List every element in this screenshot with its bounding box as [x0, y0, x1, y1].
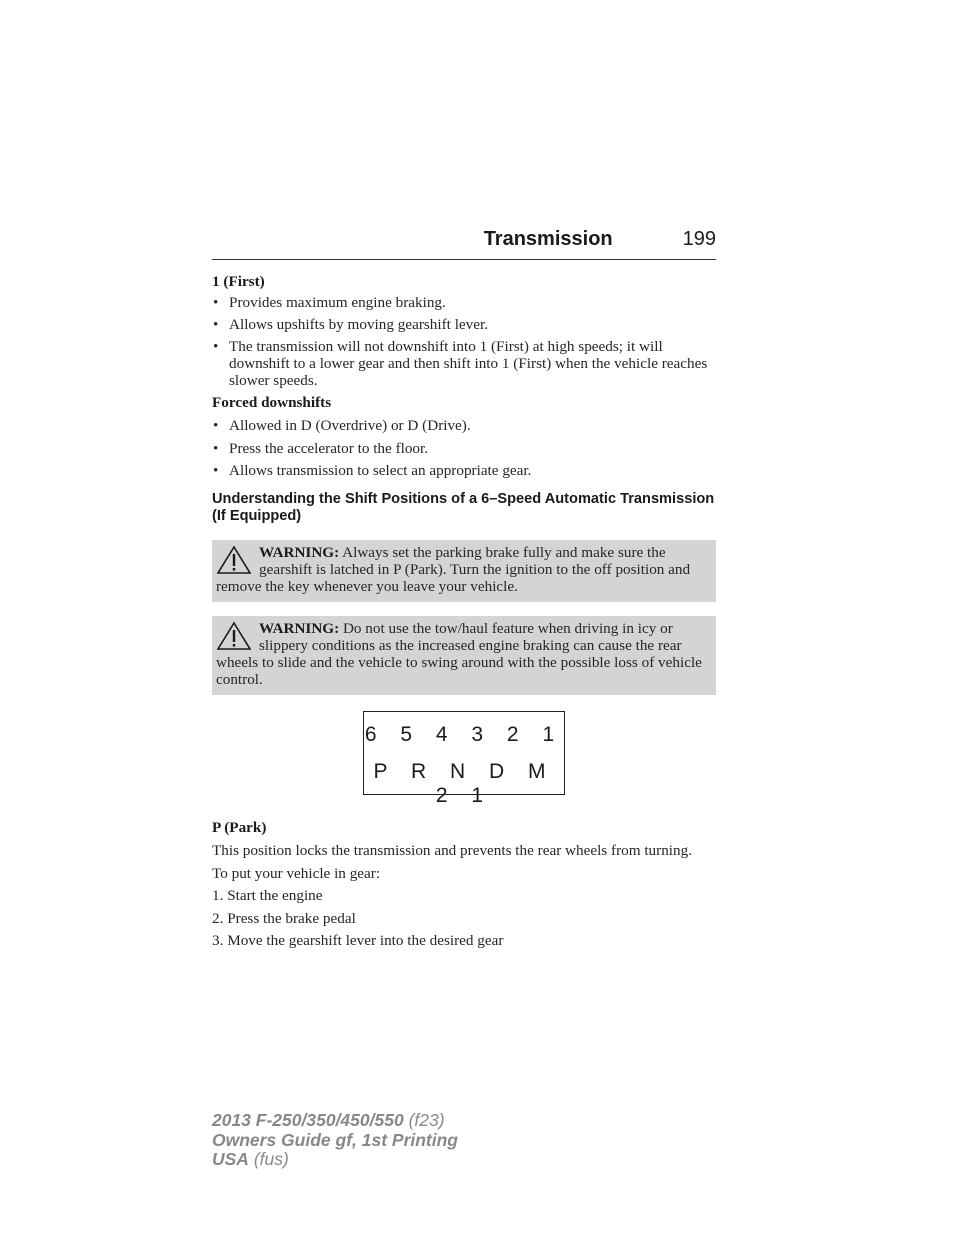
list-item: • Press the accelerator to the floor.: [213, 439, 429, 457]
park-heading: P (Park): [212, 819, 267, 836]
warning-label: WARNING:: [259, 620, 340, 637]
list-item: • Allows upshifts by moving gearshift lever.: [213, 316, 489, 333]
bullet-icon: •: [213, 294, 219, 311]
list-item: • The transmission will not downshift into 1 (First) at high speeds; it will downshift to a lower gear and then shift into 1 (First) when the vehicle reaches slower speeds.: [213, 338, 708, 389]
park-intro: To put your vehicle in gear:: [212, 865, 381, 882]
warning-box: [212, 616, 716, 695]
warning-triangle-icon: [216, 621, 252, 651]
gear-position-diagram: [363, 711, 565, 807]
forced-downshifts-heading: Forced downshifts: [212, 394, 332, 411]
chapter-title: Transmission: [483, 228, 613, 250]
list-item: • Provides maximum engine braking.: [213, 294, 446, 311]
step-item: 2. Press the brake pedal: [212, 909, 356, 927]
page-content: [212, 228, 716, 949]
section-heading: Understanding the Shift Positions of a 6–Speed Automatic Transmission (If Equipped): [212, 491, 715, 524]
list-item: • Allows transmission to select an appropriate gear.: [213, 462, 532, 479]
park-description: This position locks the transmission and prevents the rear wheels from turning.: [212, 842, 693, 859]
page-header: [212, 228, 716, 260]
step-item: 3. Move the gearshift lever into the desired gear: [212, 932, 504, 949]
warning-text: Do not use the tow/haul feature when driving in icy or slippery conditions as the increased engine braking can cause the rear wheels to slide and the vehicle to swing around with the possible loss of vehicle control.: [216, 620, 702, 688]
warning-label: WARNING:: [259, 544, 340, 561]
footer-line-3: USA (fus): [212, 1149, 289, 1169]
page-number: 199: [682, 228, 716, 250]
gear-letters-row: P R N D M 2 1: [373, 760, 555, 807]
bullet-icon: •: [213, 316, 219, 333]
bullet-icon: •: [213, 462, 219, 479]
footer-line-1: 2013 F-250/350/450/550 (f23): [212, 1110, 445, 1130]
step-item: 1. Start the engine: [212, 887, 323, 904]
warning-text: Always set the parking brake fully and make sure the gearshift is latched in P (Park). Turn the ignition to the off position and remove the key whenever you leave your vehicle.: [216, 544, 691, 595]
forced-downshifts-list: [212, 417, 716, 479]
bullet-icon: •: [213, 439, 219, 457]
bullet-icon: •: [213, 338, 219, 355]
gear-numbers-row: 6 5 4 3 2 1: [364, 723, 564, 746]
page-footer: [212, 1111, 458, 1170]
first-gear-heading: 1 (First): [212, 273, 265, 290]
warning-box: [212, 540, 716, 602]
warning-triangle-icon: [216, 545, 252, 575]
list-item: • Allowed in D (Overdrive) or D (Drive).: [213, 417, 471, 434]
footer-line-2: Owners Guide gf, 1st Printing: [212, 1129, 458, 1150]
bullet-icon: •: [213, 417, 219, 434]
first-gear-list: [212, 294, 716, 389]
